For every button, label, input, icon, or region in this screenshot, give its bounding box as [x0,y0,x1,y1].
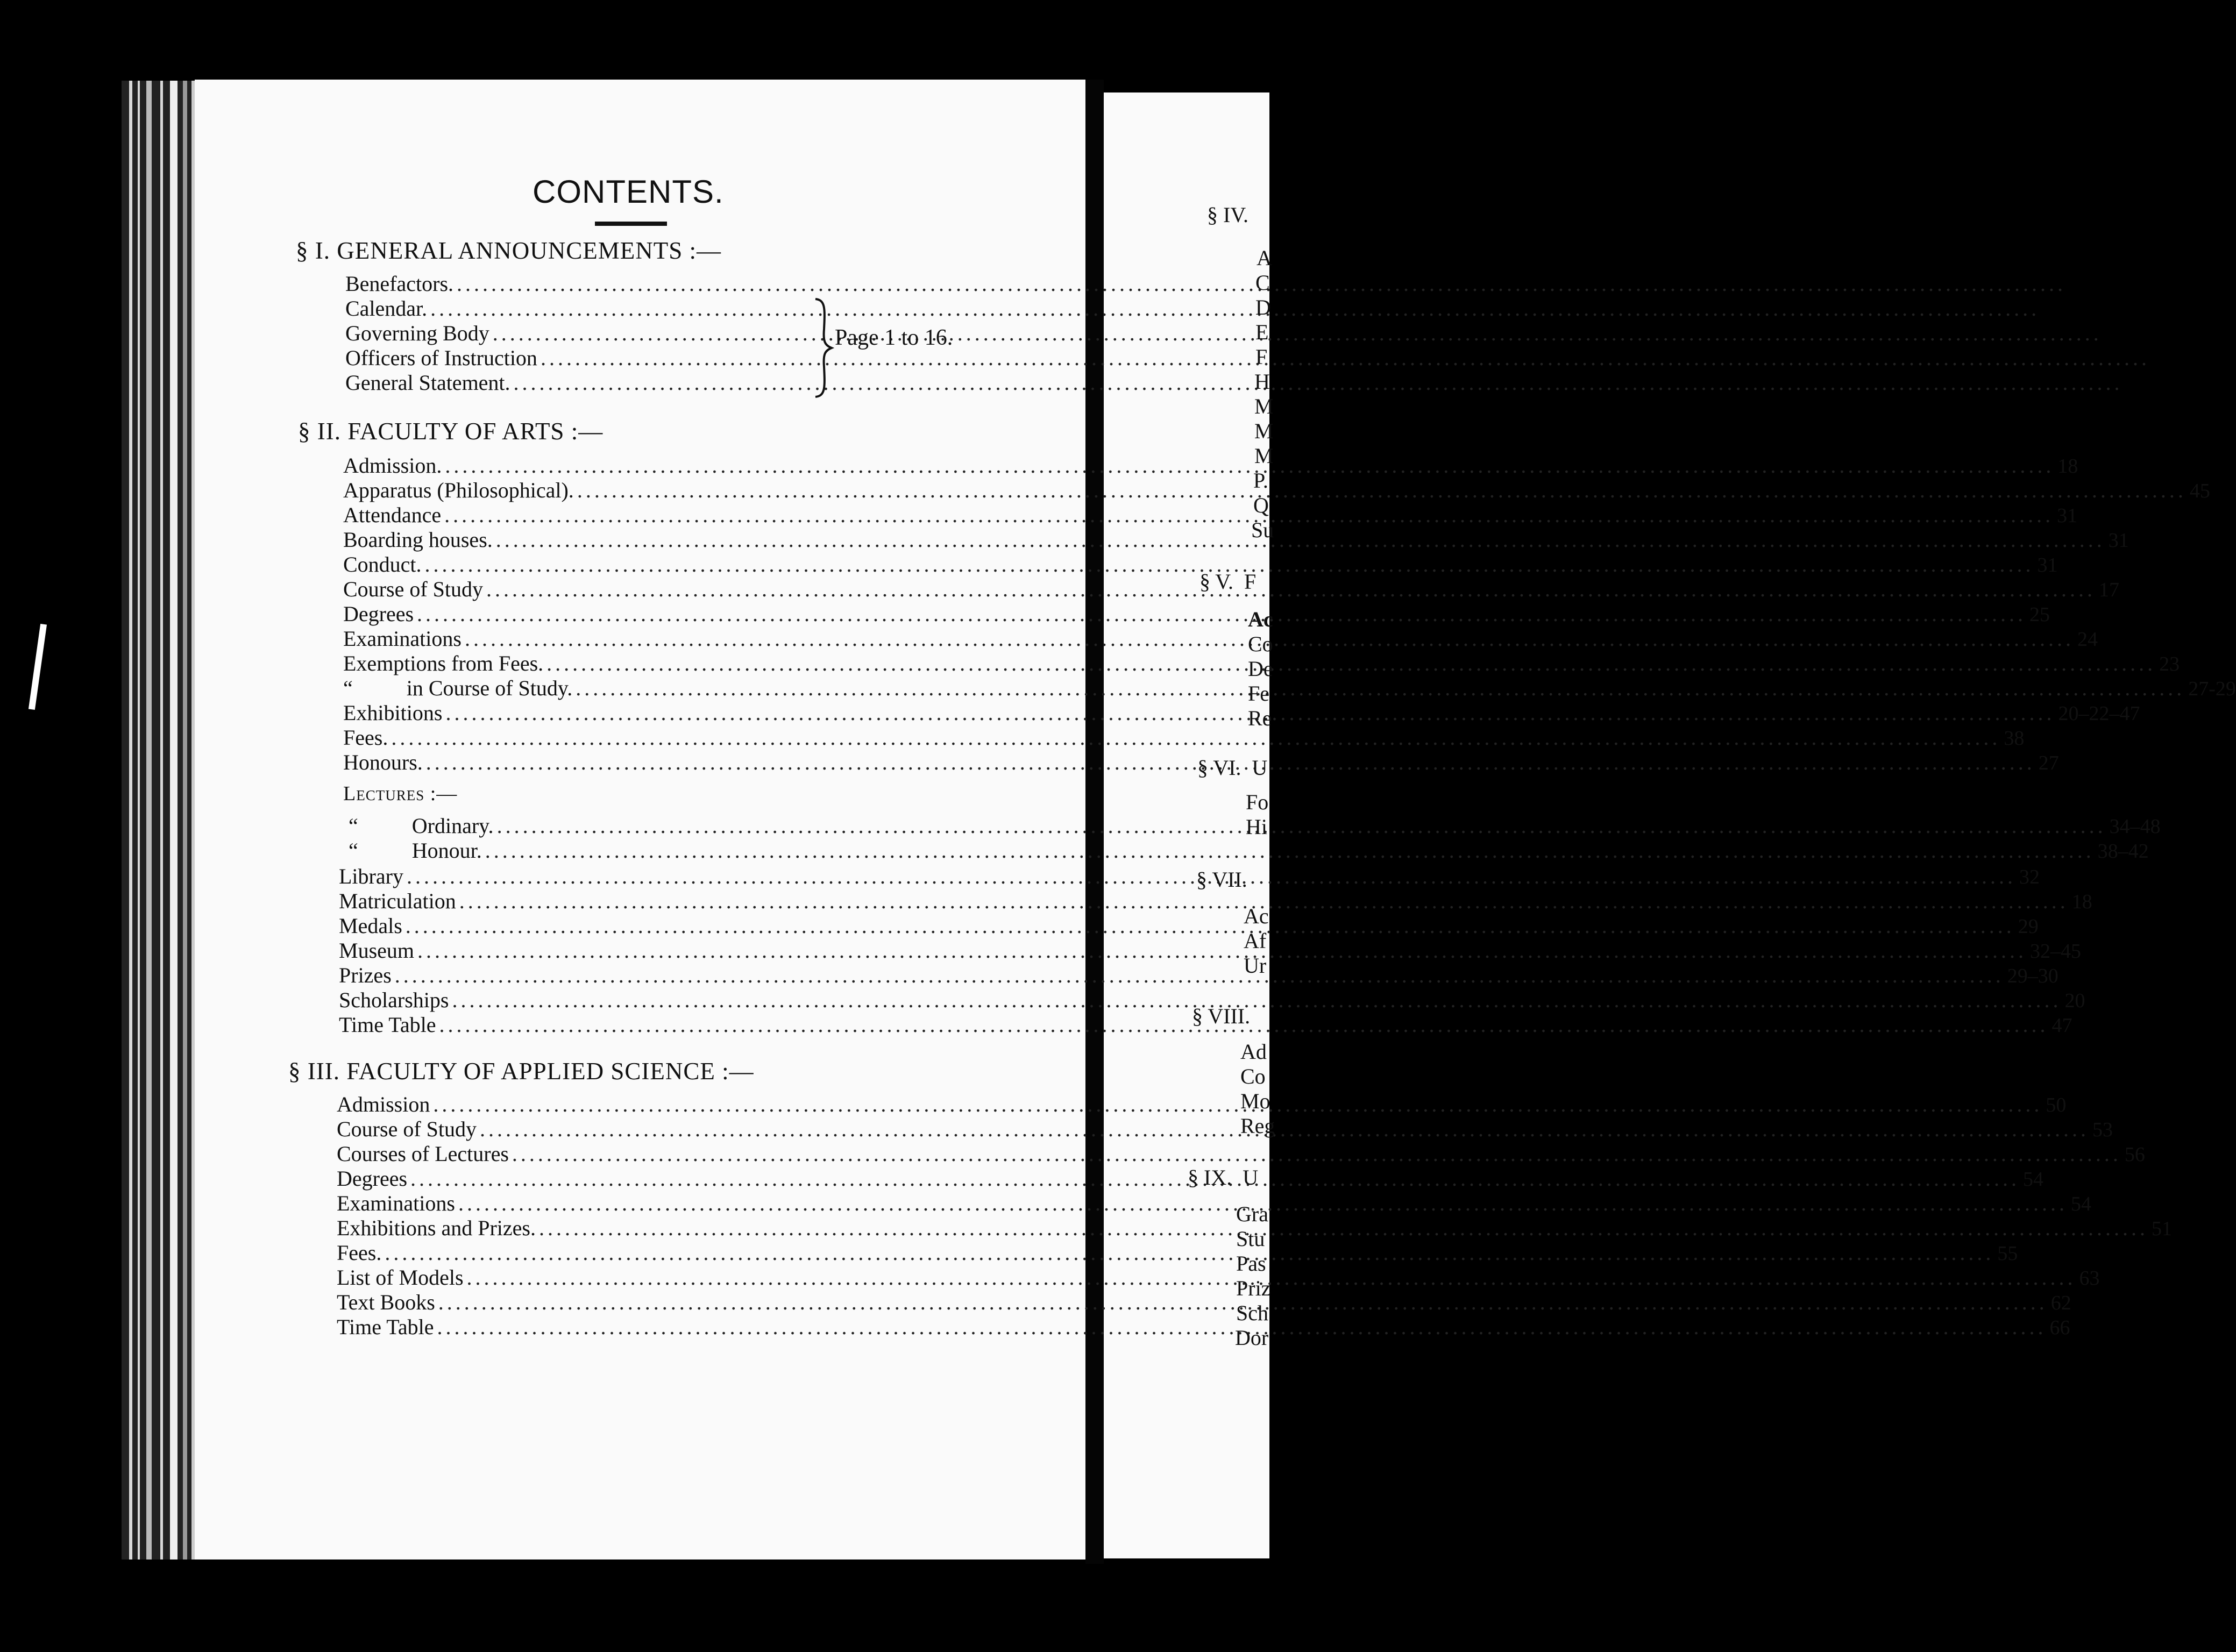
right-brace [813,297,835,399]
right-page-heading: § VIII. [1192,1004,1251,1028]
right-page-fragment: Q [1253,493,1269,517]
toc-entry: “ Honour. ..... 38–42 [349,838,967,863]
right-page-fragment: Dor [1235,1326,1269,1350]
right-page-fragment: Ac [1244,904,1269,928]
right-page-fragment: Fe [1248,681,1269,706]
toc-entry: Calendar. ..... [345,296,808,321]
right-page-fragment: P. [1253,468,1268,493]
right-page-fragment: H [1254,369,1270,394]
toc-entry: Text Books ..... 62 [337,1290,963,1314]
right-page-fragment: Ac [1248,607,1273,631]
right-page-heading: § V. F [1199,569,1257,594]
right-page-fragment: Reg [1240,1114,1275,1138]
toc-entry: Admission ..... 50 [337,1092,963,1116]
page-range: Page 1 to 16. [835,325,953,350]
toc-entry: “ Ordinary. ..... 34–48 [349,813,967,838]
toc-entry: Admission. ..... 18 [343,453,970,478]
right-page-fragment: Co [1248,632,1273,656]
toc-entry: Fees. ..... 55 [337,1240,963,1265]
toc-entry: Scholarships ..... 20 [339,987,966,1012]
right-page-fragment: Su [1251,518,1274,542]
toc-entry: Exemptions from Fees. ..... 23 [343,651,970,675]
right-page-fragment: Pas [1236,1251,1266,1276]
right-page-fragment: E [1255,320,1269,344]
toc-entry: Fees. ..... 38 [343,725,970,750]
toc-entry: Exhibitions and Prizes. ..... 51 [337,1215,963,1240]
scan-artifact [29,624,47,710]
lectures-heading: Lectures :— [343,782,458,805]
right-page-fragment: Ur [1244,953,1267,978]
right-page-heading: § IV. [1207,203,1249,227]
toc-entry: Apparatus (Philosophical). ..... 45 [343,478,970,502]
right-page-heading: § IX. U [1188,1165,1259,1190]
toc-entry: Medals ..... 29 [339,913,966,938]
book-binding-edge [122,81,199,1560]
right-page-fragment: Af [1244,929,1267,953]
toc-entry: “ in Course of Study. ..... 27-29 [343,675,970,700]
right-page-fragment: Re [1248,706,1272,730]
right-page-fragment: Co [1240,1064,1266,1088]
toc-entry: Degrees ..... 54 [337,1166,963,1191]
page-title: CONTENTS. [533,174,724,210]
right-page-fragment: Mo [1240,1089,1270,1113]
toc-entry: Course of Study ..... 53 [337,1116,963,1141]
right-page-heading: § VII. [1196,867,1247,892]
right-page-fragment: M [1254,444,1274,468]
toc-entry: Exhibitions ..... 20–22–47 [343,700,970,725]
toc-entry: Conduct. ..... 31 [343,552,970,576]
toc-entry: List of Models ..... 63 [337,1265,963,1290]
title-rule [595,222,667,226]
toc-entry: Degrees ..... 25 [343,601,970,626]
toc-entry: General Statement. ..... [345,370,808,395]
toc-entry: Matriculation ..... 18 [339,888,966,913]
right-page-fragment: A [1257,246,1272,270]
toc-entry: Officers of Instruction ..... [345,345,808,370]
section-2-heading: § II. FACULTY OF ARTS :— [298,418,604,445]
toc-entry: Governing Body ..... [345,321,808,345]
right-page-heading: § VI. U [1197,756,1268,780]
right-page-fragment: De [1248,657,1273,681]
toc-entry: Courses of Lectures ..... 56 [337,1141,963,1166]
section-3-heading: § III. FACULTY OF APPLIED SCIENCE :— [288,1058,754,1085]
right-page-fragment: Sch [1236,1301,1268,1325]
right-page-fragment: Hi [1246,815,1267,839]
right-page-fragment: Stu [1236,1227,1265,1251]
right-page-fragment: Fo [1246,790,1269,814]
toc-entry: Examinations ..... 24 [343,626,970,651]
toc-entry: Examinations ..... 54 [337,1191,963,1215]
toc-entry: Prizes ..... 29–30 [339,963,966,987]
right-page-fragment: D [1255,295,1271,319]
toc-entry: Boarding houses. ..... 31 [343,527,970,552]
toc-entry: Benefactors. ..... [345,271,808,296]
toc-entry: Museum ..... 32–45 [339,938,966,963]
right-page-fragment: Priz [1236,1276,1271,1300]
toc-entry: Library ..... 32 [339,864,966,888]
right-page-fragment: Gra [1236,1202,1268,1226]
section-1-heading: § I. GENERAL ANNOUNCEMENTS :— [296,237,722,264]
right-page-fragment: Ad [1240,1039,1267,1064]
right-page-fragment: F [1255,345,1268,369]
toc-entry: Time Table ..... 66 [337,1314,963,1339]
toc-entry: Time Table ..... 47 [339,1012,966,1037]
right-page-fragment: C [1255,270,1270,295]
toc-entry: Attendance ..... 31 [343,502,970,527]
toc-entry: Honours. ..... 27 [343,750,970,774]
right-page-fragment: M [1254,394,1274,418]
toc-entry: Course of Study ..... 17 [343,576,970,601]
right-page-fragment: M [1254,419,1274,443]
